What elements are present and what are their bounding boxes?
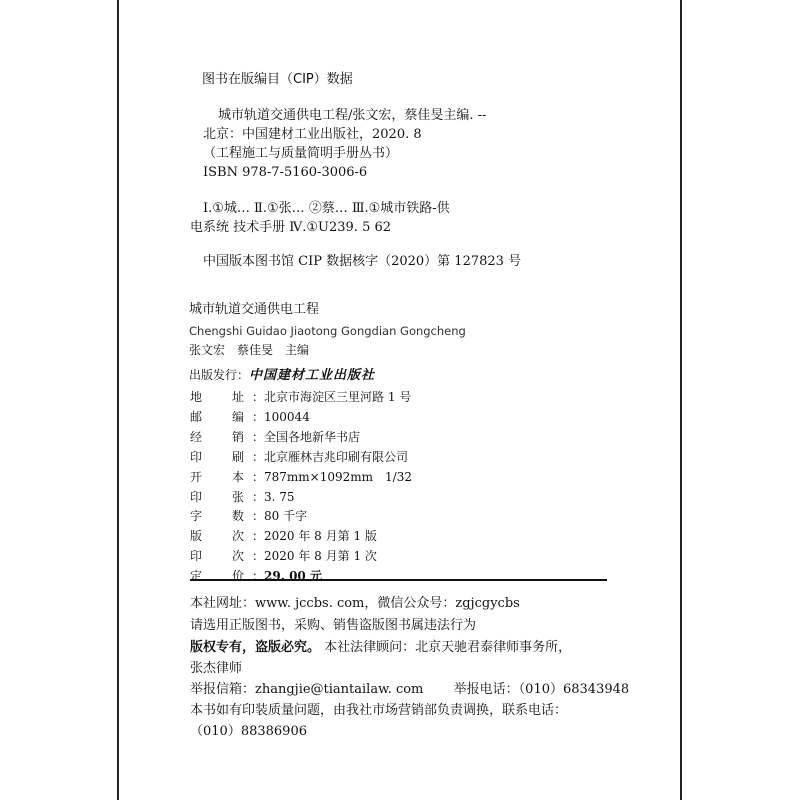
row-value: 80 千字 (264, 509, 308, 524)
row-label-first: 印 (190, 489, 203, 504)
row-label-first: 印 (190, 449, 203, 464)
divider (190, 579, 607, 581)
footer-phone: （010）88386906 (190, 724, 307, 739)
row-value: 2020 年 8 月第 1 次 (264, 549, 377, 564)
publication-row: 印 张 ：3. 75 (190, 489, 295, 504)
cip-number: 中国版本图书馆 CIP 数据核字（2020）第 127823 号 (203, 254, 522, 269)
row-value: 北京市海淀区三里河路 1 号 (264, 390, 412, 404)
row-label-second: 址 (232, 390, 245, 404)
publication-row: 经 销 ：全国各地新华书店 (190, 429, 361, 444)
publisher-label: 出版发行： (189, 368, 250, 382)
footer-lawyer: 张杰律师 (190, 661, 243, 676)
book-editors: 张文宏 蔡佳旻 主编 (189, 343, 310, 357)
row-label-first: 开 (190, 469, 203, 484)
publication-row: 印 次 ：2020 年 8 月第 1 次 (190, 549, 377, 564)
legal-counsel: 本社法律顾问：北京天驰君泰律师事务所， (324, 640, 572, 655)
publisher-logo: 中国建材工业出版社 (249, 368, 376, 383)
footer-website: 本社网址：www. jccbs. com，微信公众号：zgjcgycbs (190, 596, 520, 611)
row-label-first: 邮 (190, 409, 203, 424)
row-label-second: 数 (232, 509, 245, 524)
row-label-first: 定 (190, 569, 203, 584)
publication-row: 地 址 ：北京市海淀区三里河路 1 号 (190, 390, 412, 404)
footer-notice: 请选用正版图书，采购、销售盗版图书属违法行为 (190, 618, 477, 633)
publication-row: 印 刷 ：北京雁林吉兆印刷有限公司 (190, 449, 409, 464)
book-title-pinyin: Chengshi Guidao Jiaotong Gongdian Gongcheng (189, 324, 466, 338)
row-label-first: 字 (190, 509, 203, 524)
row-label-first: 版 (190, 529, 203, 544)
row-label-second: 刷 (232, 449, 245, 464)
cip-record-line: （工程施工与质量简明手册丛书） (203, 146, 399, 161)
book-title: 城市轨道交通供电工程 (189, 302, 320, 317)
row-label-first: 经 (190, 429, 203, 444)
row-value: 787mm×1092mm 1/32 (264, 469, 412, 484)
row-value: 2020 年 8 月第 1 版 (264, 529, 377, 544)
cip-header: 图书在版编目（CIP）数据 (202, 72, 353, 87)
row-label-second: 编 (232, 409, 245, 424)
row-label-second: 价 (232, 569, 245, 584)
row-label-second: 次 (232, 549, 245, 564)
row-label-first: 印 (190, 549, 203, 564)
publication-row: 邮 编 ：100044 (190, 409, 310, 424)
row-value: 29. 00 元 (264, 569, 322, 584)
row-label-second: 销 (232, 429, 245, 444)
row-value: 3. 75 (264, 489, 295, 504)
cip-isbn: ISBN 978-7-5160-3006-6 (203, 165, 368, 180)
cip-record-line: 城市轨道交通供电工程/张文宏，蔡佳旻主编. -- (218, 108, 487, 123)
copyright-notice: 版权专有，盗版必究。 (190, 640, 321, 655)
row-value: 北京雁林吉兆印刷有限公司 (264, 449, 409, 464)
cip-classification: Ⅰ.①城… Ⅱ.①张… ②蔡… Ⅲ.①城市铁路-供 (203, 201, 450, 216)
footer-quality: 本书如有印装质量问题，由我社市场营销部负责调换，联系电话： (190, 703, 568, 718)
row-label-second: 张 (232, 489, 245, 504)
publication-row: 字 数 ：80 千字 (190, 509, 308, 524)
publisher-row (189, 367, 375, 384)
publication-row: 版 次 ：2020 年 8 月第 1 版 (190, 529, 377, 544)
cip-record-line: 北京：中国建材工业出版社，2020. 8 (203, 127, 422, 142)
footer-copyright (190, 640, 571, 656)
row-label-second: 次 (232, 529, 245, 544)
cip-classification: 电系统 技术手册 Ⅳ.①U239. 5 62 (190, 220, 392, 235)
publication-row: 开 本 ：787mm×1092mm 1/32 (190, 469, 412, 484)
row-value: 100044 (264, 409, 310, 424)
report-email: 举报信箱：zhangjie@tiantailaw. com (190, 682, 424, 697)
row-label-first: 地 (190, 390, 203, 404)
publication-row: 定 价 ：29. 00 元 (190, 569, 322, 584)
footer-report (190, 682, 629, 698)
report-phone: 举报电话：（010）68343948 (453, 682, 630, 697)
row-value: 全国各地新华书店 (264, 429, 361, 444)
row-label-second: 本 (232, 469, 245, 484)
